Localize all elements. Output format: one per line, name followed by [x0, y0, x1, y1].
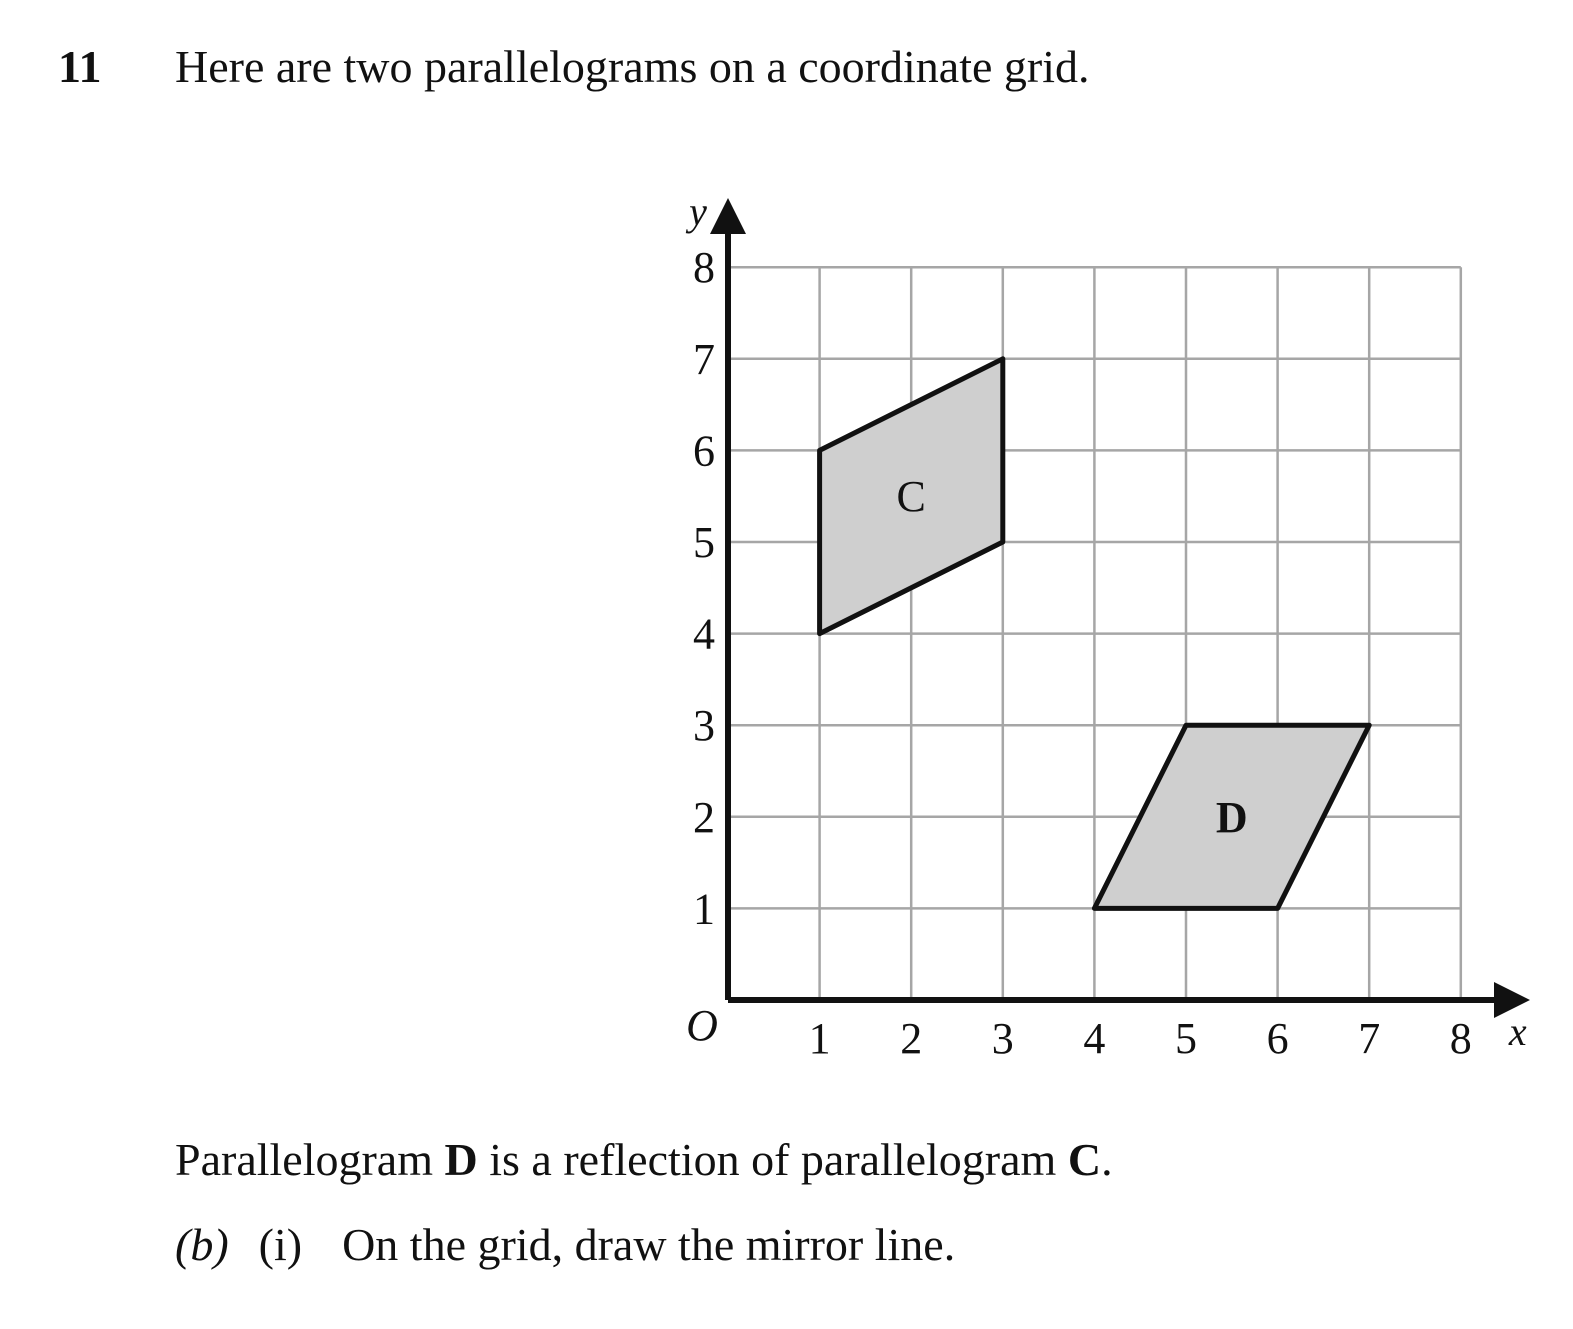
part-instruction: On the grid, draw the mirror line.: [342, 1219, 956, 1270]
shape-label-c: C: [896, 472, 926, 522]
x-tick-label: 3: [991, 1014, 1014, 1063]
axis-labels: [685, 189, 1527, 1063]
x-tick-label: 4: [1083, 1014, 1106, 1063]
question-number: 11: [58, 41, 102, 92]
grid-lines: [728, 267, 1461, 1000]
statement-before: Parallelogram: [175, 1134, 445, 1185]
shape-label-d: D: [1215, 792, 1248, 842]
y-tick-label: 3: [693, 701, 715, 751]
y-tick-label: 4: [693, 609, 715, 659]
x-axis-label: x: [1508, 1009, 1527, 1054]
y-axis-label: y: [689, 189, 707, 235]
y-tick-label: 1: [693, 884, 715, 934]
x-tick-label: 7: [1358, 1014, 1381, 1063]
y-tick-label: 6: [693, 426, 715, 476]
statement-middle: is a reflection of parallelogram: [477, 1134, 1068, 1185]
x-tick-label: 1: [808, 1014, 831, 1063]
origin-label: O: [686, 1001, 718, 1050]
x-tick-label: 2: [900, 1014, 923, 1063]
y-tick-label: 7: [693, 334, 715, 384]
x-tick-label: 8: [1449, 1014, 1472, 1063]
question-intro: Here are two parallelograms on a coordinate grid.: [175, 41, 1090, 92]
part-label-i: (i): [258, 1219, 303, 1270]
statement-after: .: [1101, 1134, 1113, 1185]
x-tick-label: 6: [1266, 1014, 1289, 1063]
reflection-statement: [175, 1133, 1113, 1186]
part-b-i: [175, 1218, 955, 1271]
x-tick-label: 5: [1175, 1014, 1197, 1063]
shape-d-ref: D: [444, 1134, 478, 1185]
y-tick-label: 2: [693, 792, 715, 842]
y-tick-label: 8: [693, 243, 715, 293]
part-label-b: (b): [175, 1219, 229, 1270]
y-tick-label: 5: [693, 518, 715, 567]
shape-c-ref: C: [1067, 1134, 1102, 1185]
